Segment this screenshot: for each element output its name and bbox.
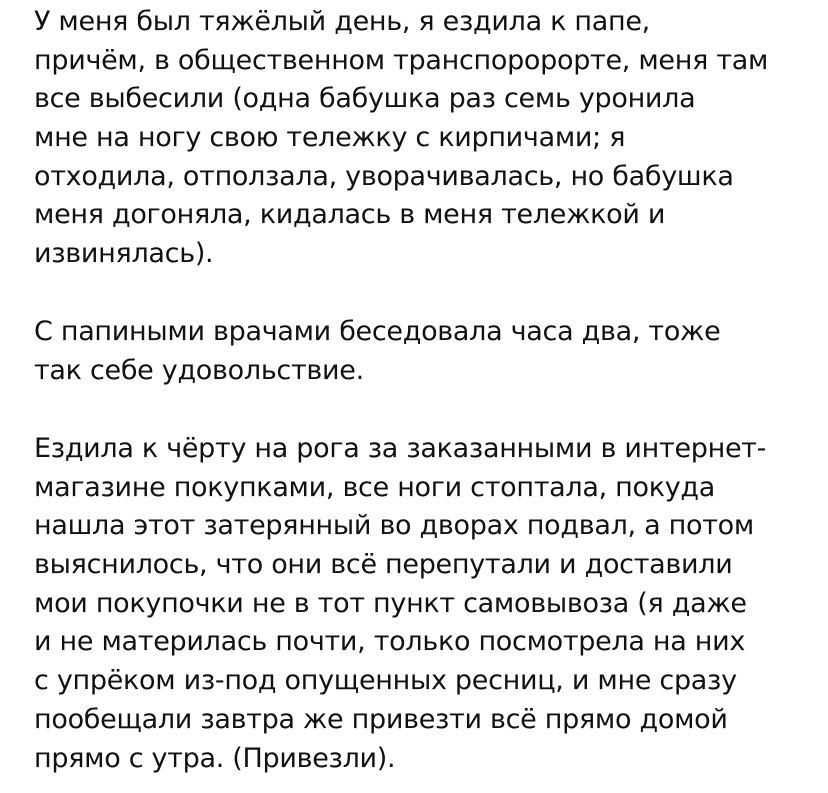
text-line: с упрёком из-под опущенных ресниц, и мне сразу [34,665,737,697]
text-line: прямо с утра. (Привезли). [34,742,396,774]
text-line: Ездила к чёрту на рога за заказанными в интернет- [34,433,767,464]
text-line: причём, в общественном транспоророрте, меня там [34,44,769,76]
text-line: У меня был тяжёлый день, я ездила к папе, [34,6,650,37]
paragraph-1 [34,3,768,274]
text-line: отходила, отползала, уворачивалась, но бабушка [34,160,734,192]
paragraph-2 [34,313,720,390]
text-line: С папиными врачами беседовала часа два, тоже [34,316,721,347]
text-line: мои покупочки не в тот пункт самовывоза (я даже [34,587,747,619]
text-line: так себе удовольствие. [34,354,364,386]
text-line: выяснилось, что они всё перепутали и доставили [34,549,733,581]
text-line: извинялась). [34,238,214,270]
text-line: меня догоняла, кидалась в меня тележкой и [34,199,666,231]
text-line: магазине покупками, все ноги стоптала, покуда [34,471,716,503]
text-line: пообещали завтра же привезти всё прямо домой [34,703,728,735]
text-line: мне на ногу свою тележку с кирпичами; я [34,122,626,154]
text-line: все выбесили (одна бабушка раз семь уронила [34,83,696,115]
text-line: и не материлась почти, только посмотрела на них [34,626,746,658]
text-line: нашла этот затерянный во дворах подвал, а потом [34,510,754,542]
paragraph-3 [34,430,766,778]
